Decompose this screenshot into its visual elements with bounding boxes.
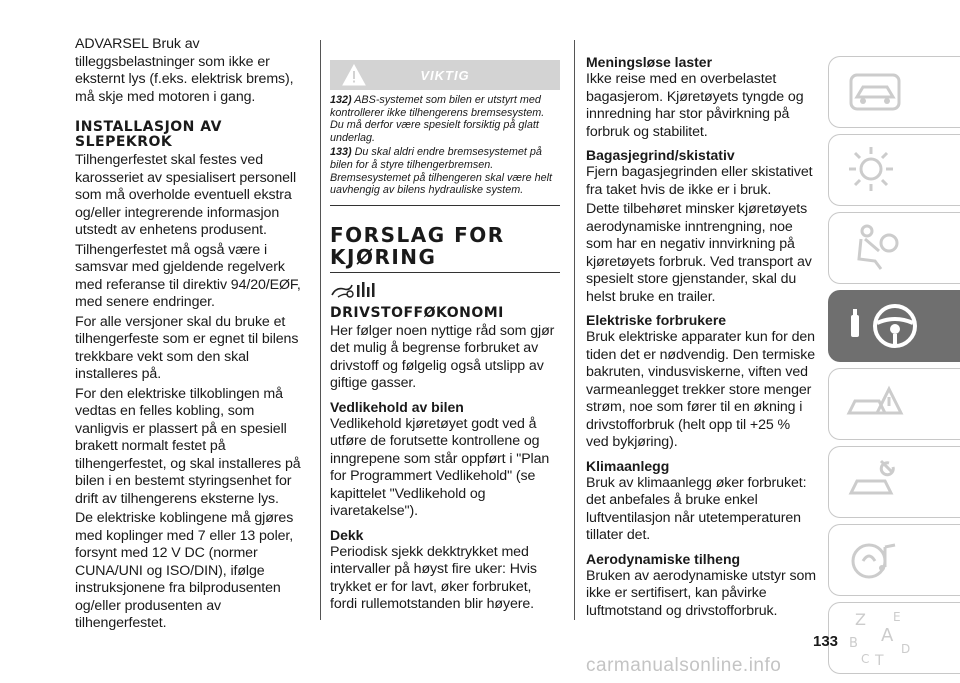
watermark: carmanualsonline.info [586,655,782,676]
tab-letter: D [901,642,911,656]
paragraph: For den elektriske tilkoblingen må vedtas en felles kobling, som vanligvis er plassert på en spesiell brakett normalt festet på tilhengerfestet, og skal installeres på bilen i en bestemt styringsenhet for drift av tilhengerens eksterne lys. [75,385,301,507]
wrench-car-icon [845,455,905,509]
column-divider [574,40,575,620]
viktig-label: VIKTIG [420,67,470,83]
subheading: Aerodynamiske tilheng [586,550,741,567]
chapter-tabs [828,56,960,680]
tab-safety[interactable] [828,212,960,284]
column-middle [330,60,560,616]
tab-multimedia[interactable] [828,524,960,596]
warning-icon [342,64,366,86]
column-divider [320,40,321,620]
steering-wheel-key-icon [845,299,935,353]
tab-letter: T [875,653,884,669]
alphabet-index-icon [845,611,925,671]
subheading-vedlikehold: Vedlikehold av bilen [330,398,464,415]
tab-letter: Z [855,611,866,629]
tab-letter: E [893,611,901,624]
note-133 [330,146,560,196]
advarsel-paragraph: ADVARSEL Bruk av tilleggsbelastninger som ikke er eksternt lys (f.eks. elektrisk brems), må skje med motoren i gang. [75,36,294,105]
tab-maintenance[interactable] [828,446,960,518]
paragraph: De elektriske koblingene må gjøres med koplinger med 7 eller 13 poler, forsynt med 12 V DC (normer CUNA/UNI og ISO/DIN), ifølge instruksjonene fra bilprodusenten og/eller produsenten av tilhengerfestet. [75,510,294,631]
note-number: 133) [330,146,352,159]
airbag-seat-icon [845,221,905,275]
note-text: ABS-systemet som bilen er utstyrt med kontrollerer ikke tilhengerens bremsesystem. Du må derfor være spesielt forsiktig på glatt underlag. [330,94,545,144]
paragraph: Tilhengerfestet skal festes ved karosseriet av spesialisert personell som må overholde eventuell ekstra og/eller integrerende informasjon utstedt av enhetens produsent. [75,152,297,238]
paragraph: For alle versjoner skal du bruke et tilhengerfeste som er egnet til bilens trekkbare vekt som den skal installeres på. [75,313,299,382]
multimedia-icon [845,533,905,587]
tab-index[interactable] [828,602,960,674]
tab-emergency[interactable] [828,368,960,440]
subheading: Klimaanlegg [586,457,670,474]
subheading: Elektriske forbrukere [586,312,727,328]
paragraph: Fjern bagasjegrinden eller skistativet fra taket hvis de ikke er i bruk. [586,164,813,198]
note-text: Du skal aldri endre bremsesystemet på bilen for å styre tilhengerbremsen. Bremsesystemet på tilhengeren skal være helt uavhengig av bilens hydrauliske system. [330,146,553,197]
tab-lights[interactable] [828,134,960,206]
paragraph: Dette tilbehøret minsker kjøretøyets aerodynamiske inntrengning, noe som har en negativ innvirkning på kjøretøyets forbruk. Ved transport av spesielt store gjenstander, skal du helst bruke en trailer. [586,201,812,305]
paragraph: Her følger noen nyttige råd som gjør det mulig å begrense forbruket av drivstoff og følgelig også utslipp av giftige gasser. [330,322,555,392]
subheading: Meningsløse laster [586,54,713,70]
paragraph: Periodisk sjekk dekktrykket med intervaller på høyst fire uker: Hvis trykket er for lavt, øker forbruket, fordi rullemotstanden blir høyere. [330,543,537,613]
tab-letter: B [849,636,858,651]
warning-triangle-car-icon [845,377,905,431]
paragraph: Bruken av aerodynamiske utstyr som ikke er sertifisert, kan påvirke luftmotstand og drivstofforbruk. [586,567,817,619]
tab-driving[interactable] [828,290,960,362]
eco-drive-icon [330,279,560,304]
paragraph: Tilhengerfestet må også være i samsvar med gjeldende regelverk med referanse til direktiv 94/20/EØF, med senere endringer. [75,241,301,310]
viktig-box-header [330,60,560,90]
chapter-heading-forslag: FORSLAG FOR KJØRING [330,224,560,273]
section-heading-drivstoff: DRIVSTOFFØKONOMI [330,304,504,321]
paragraph: Bruk elektriske apparater kun for den tiden det er nødvendig. Den termiske bakruten, vindusviskerne, viften ved varmeanlegget trekker store menger strøm, noe som fører til en økning i drivstofforbruk (helt opp til +25 % ved bykjøring). [586,329,816,450]
note-number: 132) [330,94,352,106]
car-dashboard-icon [845,65,905,119]
paragraph: Ikke reise med en overbelastet bagasjerom. Kjøretøyets tyngde og innredning har stor påvirkning på forbruk og stabilitet. [586,71,804,140]
tab-letter: A [881,625,894,646]
note-132 [330,94,560,144]
paragraph: Bruk av klimaanlegg øker forbruket: det anbefales å bruke enkel luftventilasjon når utetemperaturen tillater det. [586,474,807,543]
page-number: 133 [813,633,839,650]
viktig-box-body [330,90,560,206]
tab-letter: C [861,652,870,666]
subheading-dekk: Dekk [330,526,364,543]
column-right [586,54,816,622]
section-heading-slepekrok: INSTALLASJON AV SLEPEKROK [75,119,222,150]
tab-car-dashboard[interactable] [828,56,960,128]
column-left [75,36,311,635]
paragraph: Vedlikehold kjøretøyet godt ved å utføre de forutsette kontrollene og inngrepene som står oppført i "Plan for Programmert Vedlikehold" (se kapittelet "Vedlikehold og ivaretakelse"). [330,415,550,520]
sun-light-icon [845,143,905,197]
subheading: Bagasjegrind/skistativ [586,147,735,163]
